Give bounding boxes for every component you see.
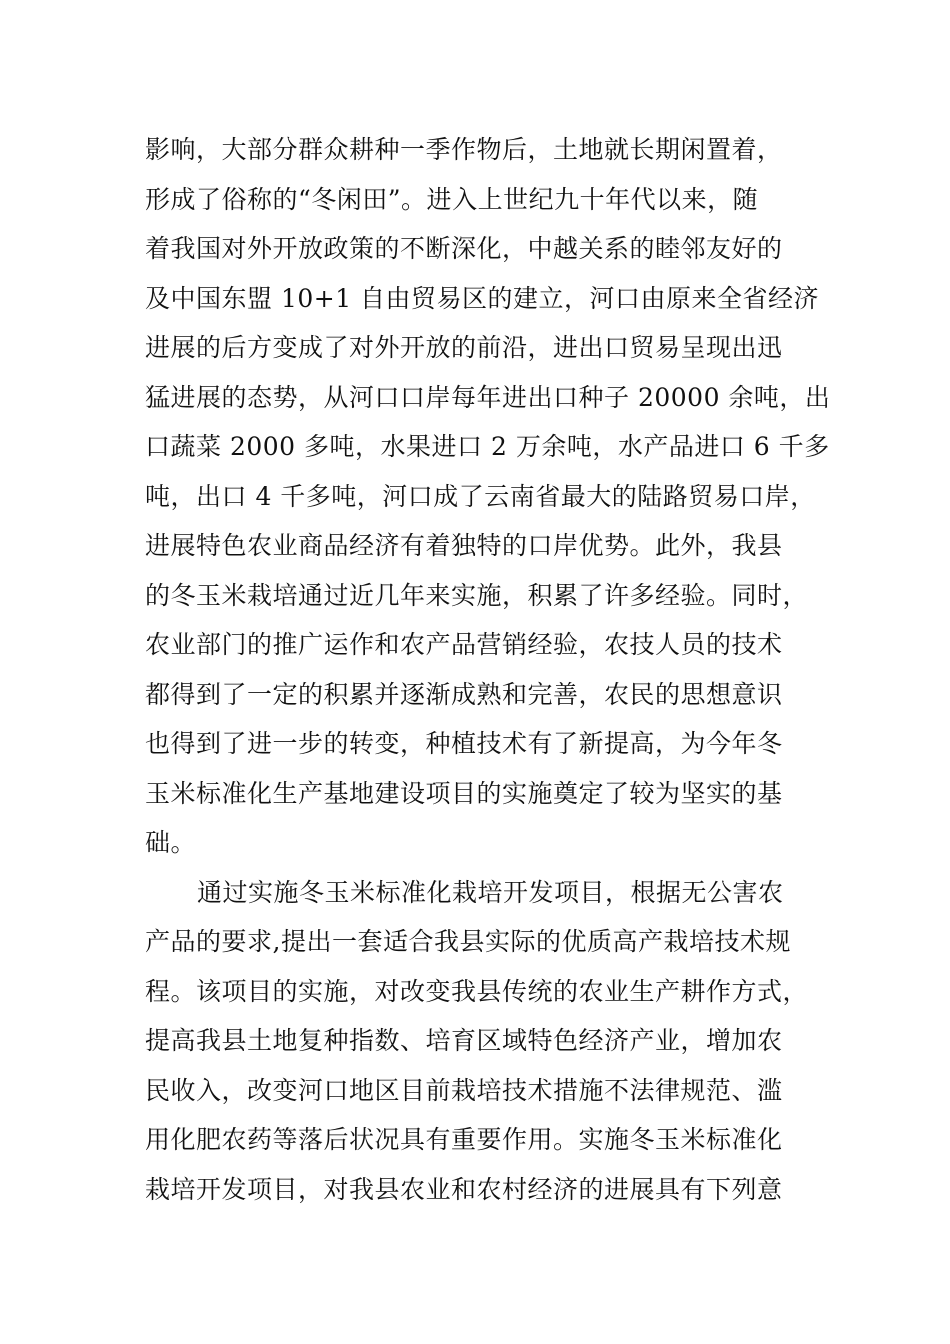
paragraph-2 — [145, 868, 815, 1215]
text-line: 口蔬菜 2000 多吨，水果进口 2 万余吨，水产品进口 6 千多 — [145, 432, 830, 461]
text-line: 着我国对外开放政策的不断深化，中越关系的睦邻友好的 — [145, 234, 783, 263]
paragraph-1 — [145, 125, 831, 868]
text-line: 及中国东盟 10+1 自由贸易区的建立，河口由原来全省经济 — [145, 283, 820, 313]
text-line: 农业部门的推广运作和农产品营销经验，农技人员的技术 — [145, 630, 783, 659]
text-line: 形成了俗称的“冬闲田”。进入上世纪九十年代以来，随 — [145, 184, 759, 214]
text-line: 用化肥农药等落后状况具有重要作用。实施冬玉米标准化 — [145, 1125, 783, 1154]
text-line: 进展的后方变成了对外开放的前沿，进出口贸易呈现出迅 — [145, 333, 783, 362]
text-line: 都得到了一定的积累并逐渐成熟和完善，农民的思想意识 — [145, 679, 783, 709]
text-line: 程。该项目的实施，对改变我县传统的农业生产耕作方式， — [145, 976, 809, 1006]
text-line: 玉米标准化生产基地建设项目的实施奠定了较为坚实的基 — [145, 778, 783, 808]
text-line: 产品的要求,提出一套适合我县实际的优质高产栽培技术规 — [145, 927, 791, 956]
text-line: 的冬玉米栽培通过近几年来实施，积累了许多经验。同时， — [145, 580, 809, 610]
text-line: 提高我县土地复种指数、培育区域特色经济产业，增加农 — [145, 1026, 783, 1055]
text-line: 进展特色农业商品经济有着独特的口岸优势。此外，我县 — [145, 531, 783, 560]
text-line: 也得到了进一步的转变，种植技术有了新提高，为今年冬 — [145, 729, 783, 758]
text-line: 影响，大部分群众耕种一季作物后，土地就长期闲置着， — [145, 135, 783, 164]
text-line: 础。 — [145, 828, 197, 857]
text-line: 栽培开发项目，对我县农业和农村经济的进展具有下列意 — [145, 1174, 783, 1204]
text-line: 猛进展的态势，从河口口岸每年进出口种子 20000 余吨，出 — [145, 382, 831, 412]
text-line: 吨，出口 4 千多吨，河口成了云南省最大的陆路贸易口岸， — [145, 481, 816, 511]
body-text — [145, 125, 831, 1214]
text-line-first: 通过实施冬玉米标准化栽培开发项目，根据无公害农 — [197, 877, 784, 907]
text-line: 民收入，改变河口地区目前栽培技术措施不法律规范、滥 — [145, 1075, 783, 1105]
